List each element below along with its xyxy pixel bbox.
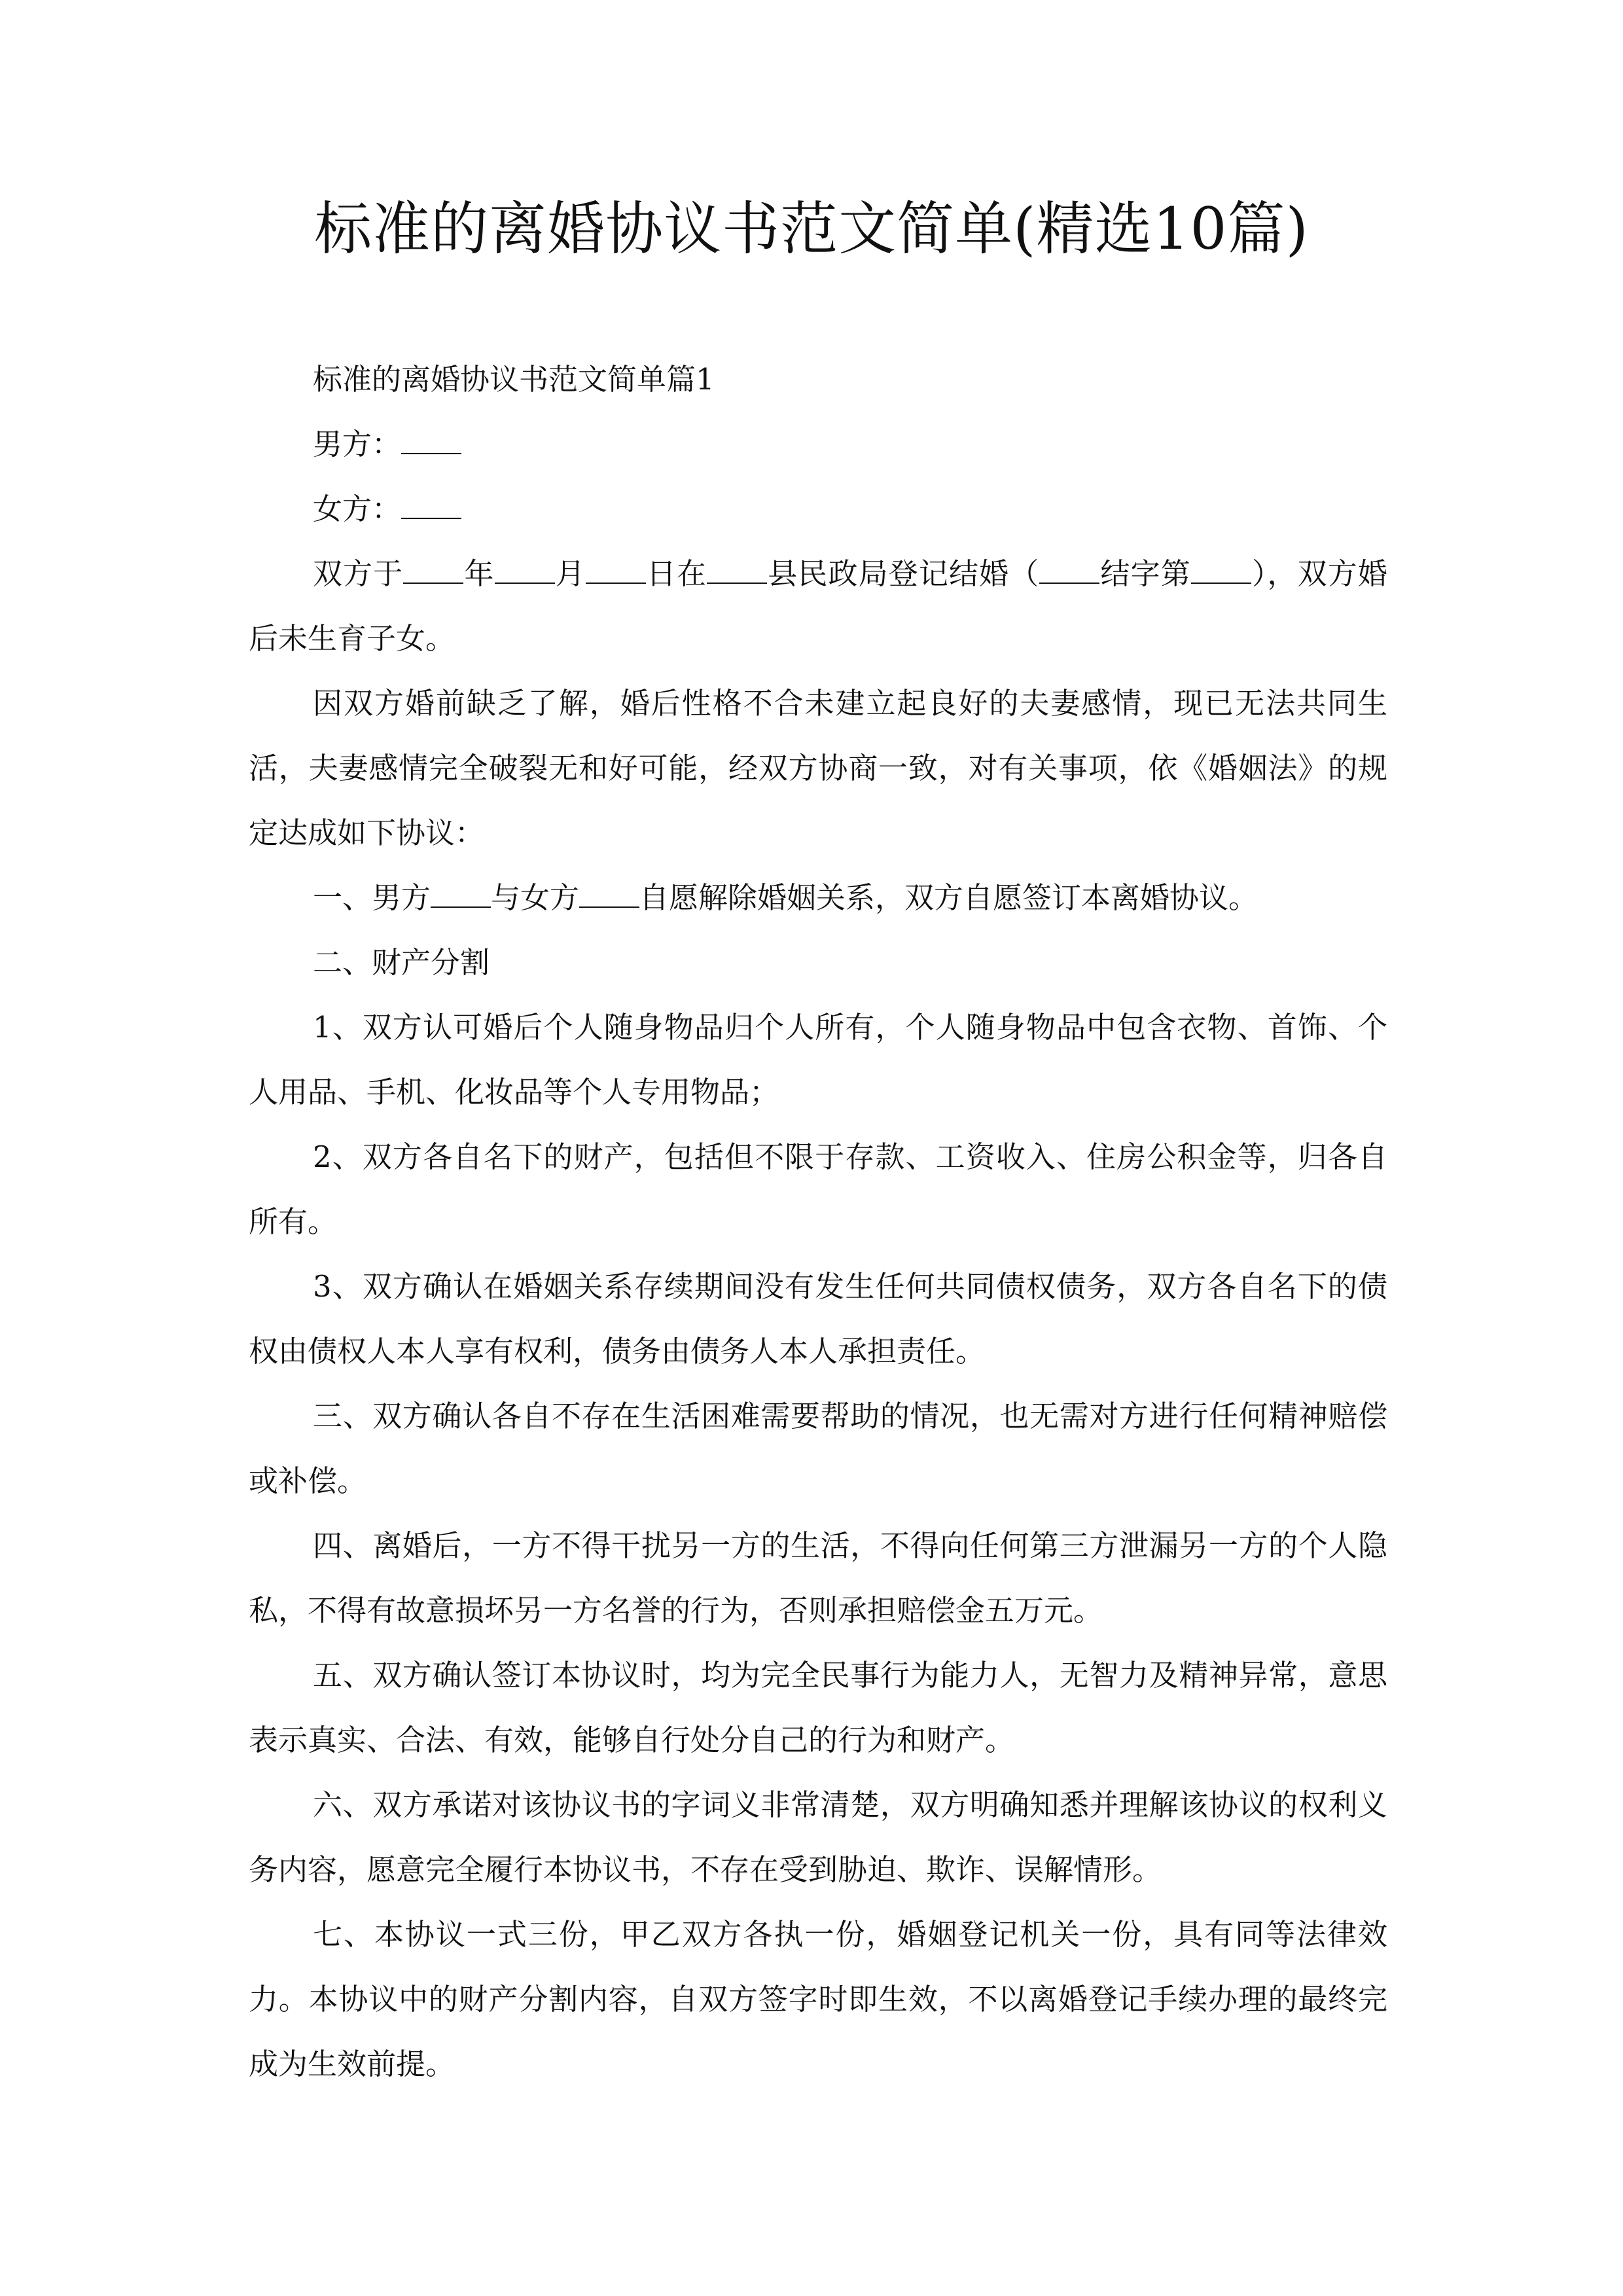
reason-paragraph: 因双方婚前缺乏了解，婚后性格不合未建立起良好的夫妻感情，现已无法共同生活，夫妻感情完全破裂无和好可能，经双方协商一致，对有关事项，依《婚姻法》的规定达成如下协议： bbox=[249, 686, 1387, 850]
certificate-number-blank bbox=[1191, 554, 1251, 584]
marriage-record-paragraph bbox=[249, 541, 1387, 671]
day-blank bbox=[586, 554, 646, 584]
record-text: 县民政局登记结婚（ bbox=[767, 556, 1040, 591]
record-text: 日在 bbox=[645, 556, 707, 591]
female-name-blank bbox=[579, 878, 639, 908]
male-name-blank bbox=[401, 425, 461, 454]
record-text: 结字第 bbox=[1099, 556, 1191, 591]
record-text: 双方于 bbox=[313, 556, 404, 591]
property-item-3: 3、双方确认在婚姻关系存续期间没有发生任何共同债权债务，双方各自名下的债权由债权人本人享有权利，债务由债务人本人承担责任。 bbox=[249, 1269, 1387, 1369]
clause-seven-paragraph: 七、本协议一式三份，甲乙双方各执一份，婚姻登记机关一份，具有同等法律效力。本协议中的财产分割内容，自双方签字时即生效，不以离婚登记手续办理的最终完成为生效前提。 bbox=[249, 1917, 1387, 2081]
clause-text: 自愿解除婚姻关系，双方自愿签订本离婚协议。 bbox=[639, 880, 1258, 915]
record-text: 年 bbox=[463, 556, 495, 591]
female-party-line bbox=[249, 476, 1387, 541]
male-name-blank bbox=[431, 878, 491, 908]
property-item-1: 1、双方认可婚后个人随身物品归个人所有，个人随身物品中包含衣物、首饰、个人用品、手机、化妆品等个人专用物品； bbox=[249, 1010, 1387, 1109]
clause-two-heading: 二、财产分割 bbox=[313, 945, 490, 980]
clause-text: 一、男方 bbox=[313, 880, 431, 915]
document-title: 标准的离婚协议书范文简单(精选10篇) bbox=[314, 195, 1309, 262]
clause-text: 与女方 bbox=[491, 880, 580, 915]
male-party-label: 男方： bbox=[313, 427, 402, 461]
female-name-blank bbox=[401, 490, 461, 519]
property-item-2: 2、双方各自名下的财产，包括但不限于存款、工资收入、住房公积金等，归各自所有。 bbox=[249, 1139, 1387, 1239]
section-heading: 标准的离婚协议书范文简单篇1 bbox=[313, 362, 715, 397]
record-text: 月 bbox=[554, 556, 586, 591]
clause-four-paragraph: 四、离婚后，一方不得干扰另一方的生活，不得向任何第三方泄漏另一方的个人隐私，不得有故意损坏另一方名誉的行为，否则承担赔偿金五万元。 bbox=[249, 1528, 1387, 1628]
clause-three-paragraph: 三、双方确认各自不存在生活困难需要帮助的情况，也无需对方进行任何精神赔偿或补偿。 bbox=[249, 1399, 1387, 1498]
male-party-line bbox=[249, 412, 1387, 476]
record-text: ），双方婚后未生育子女。 bbox=[249, 556, 1387, 656]
year-blank bbox=[403, 554, 463, 584]
month-blank bbox=[495, 554, 555, 584]
clause-one-paragraph bbox=[249, 865, 1387, 930]
certificate-prefix-blank bbox=[1039, 554, 1099, 584]
female-party-label: 女方： bbox=[313, 492, 402, 526]
clause-five-paragraph: 五、双方确认签订本协议时，均为完全民事行为能力人，无智力及精神异常，意思表示真实、合法、有效，能够自行处分自己的行为和财产。 bbox=[249, 1658, 1387, 1757]
clause-six-paragraph: 六、双方承诺对该协议书的字词义非常清楚，双方明确知悉并理解该协议的权利义务内容，愿意完全履行本协议书，不存在受到胁迫、欺诈、误解情形。 bbox=[249, 1787, 1387, 1887]
document-body bbox=[249, 347, 1387, 2096]
county-blank bbox=[707, 554, 767, 584]
